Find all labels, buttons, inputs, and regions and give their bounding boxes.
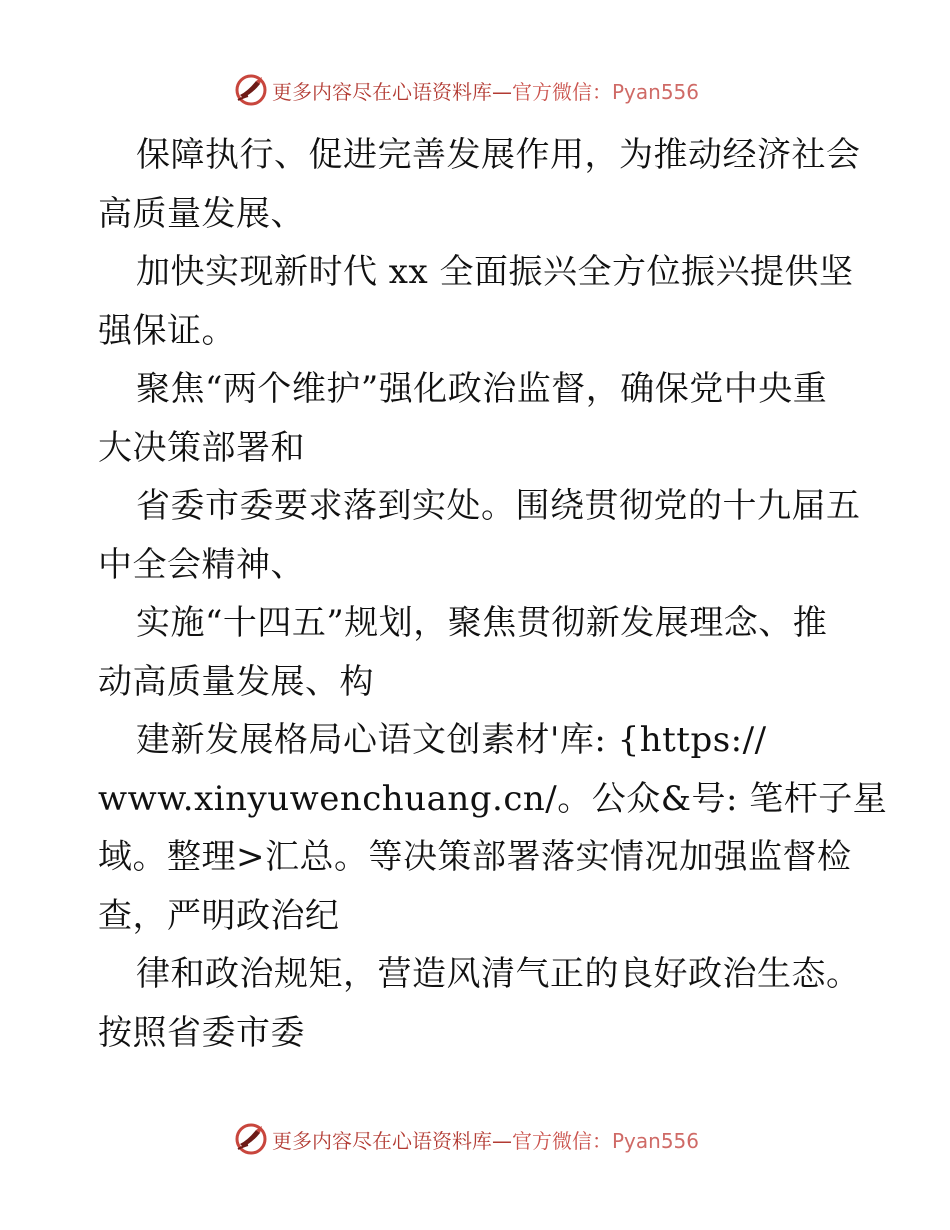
header-wechat-label: 官方微信： <box>512 79 612 104</box>
footer-wechat-id: Pyan556 <box>612 1128 700 1153</box>
body-line: www.xinyuwenchuang.cn/。公众&号: 笔杆子星 <box>98 778 888 819</box>
pen-nib-logo-icon <box>234 1122 268 1156</box>
body-line: 聚焦“两个维护”强化政治监督，确保党中央重 <box>136 369 828 409</box>
document-body <box>98 126 888 1062</box>
body-line: 省委市委要求落到实处。围绕贯彻党的十九届五 <box>136 486 861 526</box>
body-line: 按照省委市委 <box>98 1012 305 1053</box>
body-line: 强保证。 <box>98 310 236 351</box>
body-line: 域。整理>汇总。等决策部署落实情况加强监督检 <box>98 837 852 877</box>
body-line: 高质量发展、 <box>98 193 305 234</box>
body-line: 建新发展格局心语文创素材'库: {https:// <box>136 720 767 760</box>
footer-banner-title: 更多内容尽在心语资料库— <box>272 1128 512 1153</box>
body-line: 查，严明政治纪 <box>98 895 340 936</box>
header-banner-text <box>272 76 699 105</box>
footer-banner <box>234 1121 699 1157</box>
body-line: 动高质量发展、构 <box>98 661 374 702</box>
body-line: 加快实现新时代 xx 全面振兴全方位振兴提供坚 <box>136 252 854 292</box>
header-wechat-id: Pyan556 <box>612 79 700 104</box>
body-line: 大决策部署和 <box>98 427 305 468</box>
body-line: 律和政治规矩，营造风清气正的良好政治生态。 <box>136 954 861 994</box>
pen-nib-logo-icon <box>234 73 268 107</box>
body-line: 保障执行、促进完善发展作用，为推动经济社会 <box>136 135 861 175</box>
footer-wechat-label: 官方微信： <box>512 1128 612 1153</box>
header-banner-title: 更多内容尽在心语资料库— <box>272 79 512 104</box>
body-line: 实施“十四五”规划，聚焦贯彻新发展理念、推 <box>136 603 828 643</box>
header-banner <box>234 72 699 108</box>
footer-banner-text <box>272 1125 699 1154</box>
body-line: 中全会精神、 <box>98 544 305 585</box>
